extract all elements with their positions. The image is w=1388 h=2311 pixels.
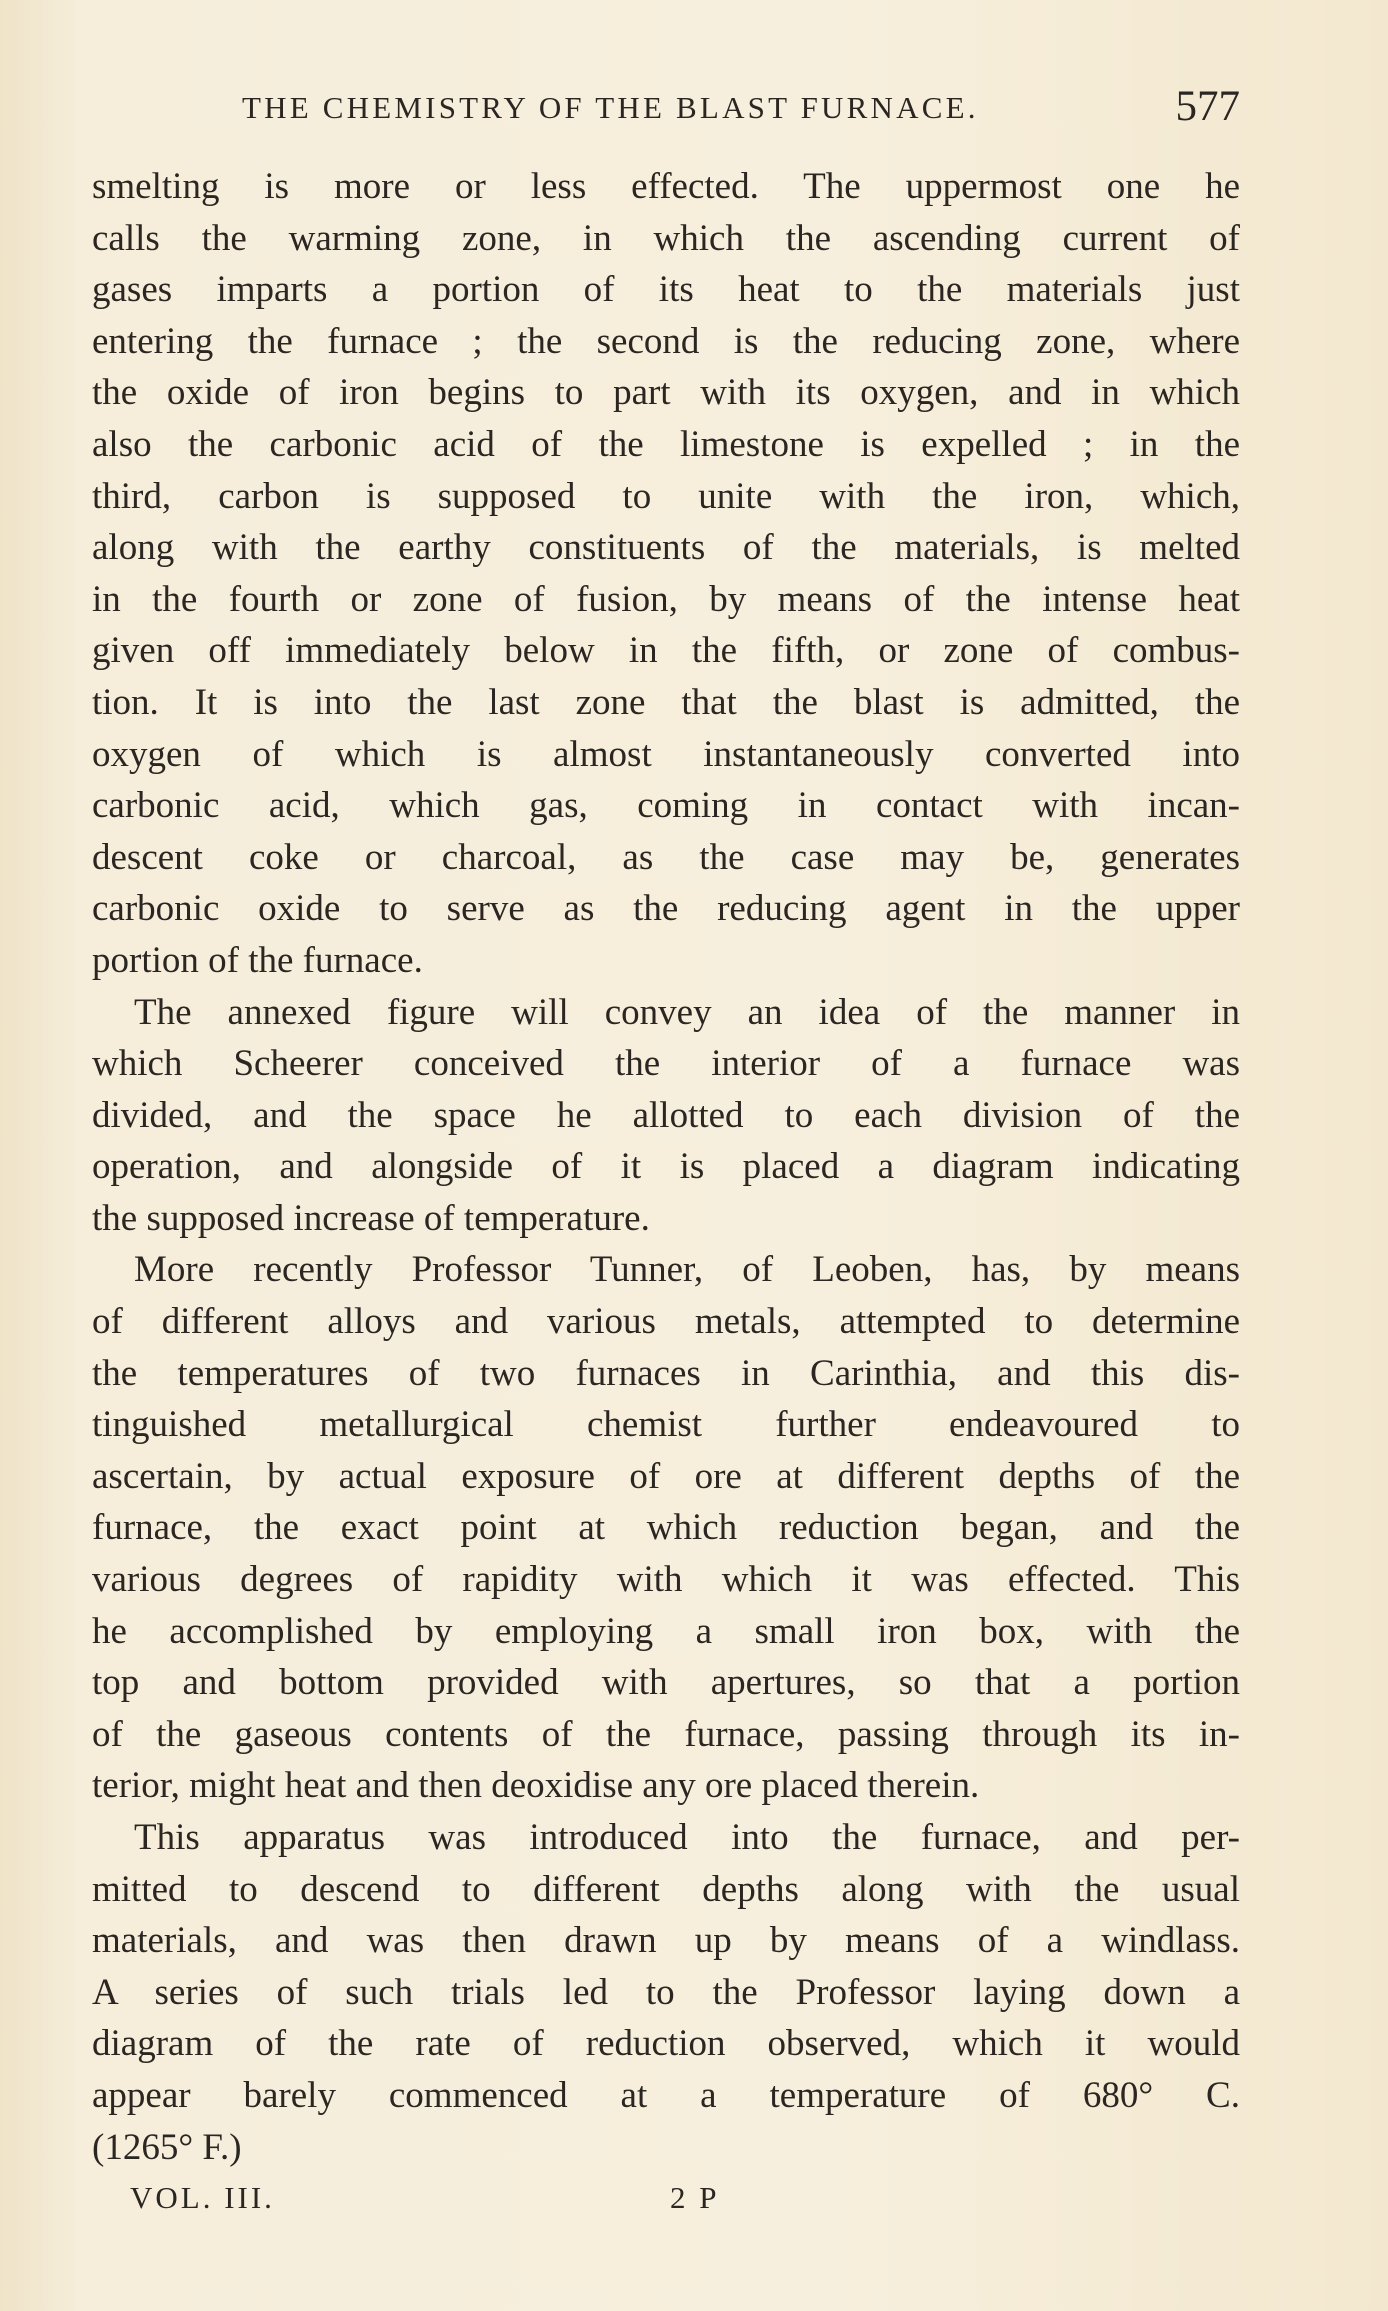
- text-line: divided, and the space he allotted to each division of the: [92, 1094, 1240, 1136]
- page-footer: [92, 2180, 1240, 2230]
- text-line: he accomplished by employing a small iron box, with the: [92, 1610, 1240, 1652]
- text-line: mitted to descend to different depths along with the usual: [92, 1868, 1240, 1910]
- text-line: terior, might heat and then deoxidise any ore placed therein.: [92, 1765, 980, 1807]
- text-line: in the fourth or zone of fusion, by means of the intense heat: [92, 578, 1240, 620]
- text-line: operation, and alongside of it is placed a diagram indicating: [92, 1146, 1240, 1188]
- text-line: which Scheerer conceived the interior of a furnace was: [92, 1043, 1240, 1085]
- text-line: This apparatus was introduced into the furnace, and per-: [134, 1817, 1240, 1858]
- text-line: appear barely commenced at a temperature of 680° C.: [92, 2074, 1240, 2116]
- text-line: carbonic acid, which gas, coming in contact with incan-: [92, 785, 1240, 827]
- text-line: ascertain, by actual exposure of ore at different depths of the: [92, 1455, 1240, 1497]
- text-line: A series of such trials led to the Professor laying down a: [92, 1971, 1240, 2013]
- volume-label: VOL. III.: [130, 2180, 275, 2215]
- running-head: [92, 82, 1240, 142]
- text-line: tinguished metallurgical chemist further endeavoured to: [92, 1404, 1240, 1446]
- text-line: descent coke or charcoal, as the case may be, generates: [92, 836, 1240, 878]
- running-title: THE CHEMISTRY OF THE BLAST FURNACE.: [242, 90, 979, 125]
- text-line: oxygen of which is almost instantaneously converted into: [92, 733, 1240, 775]
- text-line: gases imparts a portion of its heat to the materials just: [92, 269, 1240, 311]
- text-line: furnace, the exact point at which reduction began, and the: [92, 1507, 1240, 1549]
- text-line: More recently Professor Tunner, of Leoben, has, by means: [134, 1249, 1240, 1291]
- text-line: along with the earthy constituents of the materials, is melted: [92, 527, 1240, 569]
- page-number: 577: [1175, 83, 1240, 130]
- text-line: also the carbonic acid of the limestone is expelled ; in the: [92, 423, 1240, 465]
- text-line: (1265° F.): [92, 2126, 242, 2168]
- text-line: of the gaseous contents of the furnace, passing through its in-: [92, 1713, 1240, 1755]
- text-line: various degrees of rapidity with which it was effected. This: [92, 1559, 1240, 1601]
- text-line: the supposed increase of temperature.: [92, 1197, 650, 1239]
- text-line: calls the warming zone, in which the ascending current of: [92, 217, 1240, 259]
- text-line: given off immediately below in the fifth, or zone of combus-: [92, 630, 1240, 672]
- signature-mark: 2 P: [670, 2180, 720, 2215]
- text-line: the temperatures of two furnaces in Carinthia, and this dis-: [92, 1352, 1240, 1394]
- text-line: materials, and was then drawn up by means of a windlass.: [92, 1920, 1240, 1962]
- text-line: The annexed figure will convey an idea of the manner in: [134, 991, 1240, 1033]
- text-line: top and bottom provided with apertures, so that a portion: [92, 1662, 1240, 1704]
- text-line: portion of the furnace.: [92, 939, 423, 981]
- text-line: of different alloys and various metals, attempted to determine: [92, 1301, 1240, 1343]
- text-line: third, carbon is supposed to unite with the iron, which,: [92, 475, 1240, 517]
- text-line: carbonic oxide to serve as the reducing agent in the upper: [92, 888, 1240, 930]
- body-text: [92, 161, 1240, 2173]
- text-line: entering the furnace ; the second is the reducing zone, where: [92, 320, 1240, 362]
- text-line: smelting is more or less effected. The uppermost one he: [92, 166, 1240, 207]
- text-line: the oxide of iron begins to part with its oxygen, and in which: [92, 372, 1240, 414]
- text-line: diagram of the rate of reduction observed, which it would: [92, 2023, 1240, 2065]
- text-line: tion. It is into the last zone that the blast is admitted, the: [92, 681, 1240, 723]
